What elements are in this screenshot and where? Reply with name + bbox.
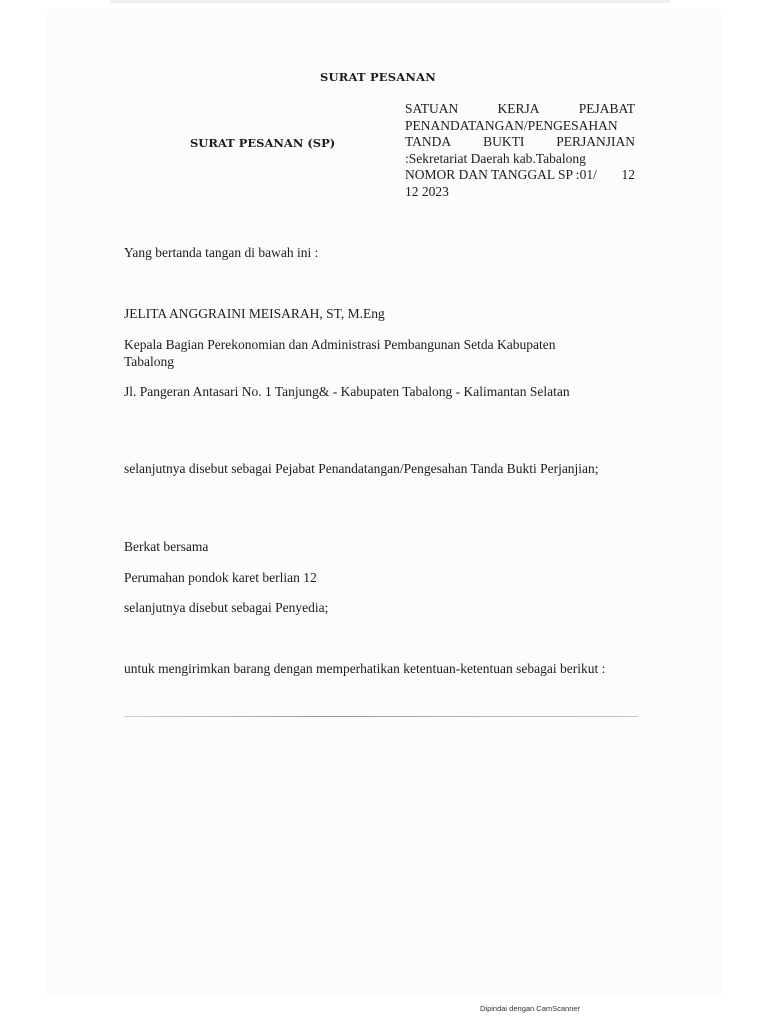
official-reference: selanjutnya disebut sebagai Pejabat Penandatangan/Pengesahan Tanda Bukti Perjanjian; <box>124 461 599 476</box>
provider-reference: selanjutnya disebut sebagai Penyedia; <box>124 600 329 615</box>
together-with: Berkat bersama <box>124 539 209 554</box>
header-word: PEJABAT <box>578 101 635 116</box>
header-line-5 <box>405 167 635 184</box>
header-line-2 <box>405 118 635 135</box>
provider-address: Perumahan pondok karet berlian 12 <box>124 570 317 585</box>
intro-text: Yang bertanda tangan di bawah ini : <box>124 245 319 260</box>
header-line-3 <box>405 134 635 151</box>
page-top-edge <box>110 0 670 3</box>
header-line-1 <box>405 101 635 118</box>
header-text: 12 2023 <box>405 183 449 199</box>
signatory-address: Jl. Pangeran Antasari No. 1 Tanjung& - Kabupaten Tabalong - Kalimantan Selatan <box>124 384 570 399</box>
signatory-position: Kepala Bagian Perekonomian dan Administrasi Pembangunan Setda Kabupaten Tabalong <box>124 337 556 369</box>
signatory-name: JELITA ANGGRAINI MEISARAH, ST, M.Eng <box>124 306 385 321</box>
header-word: SATUAN <box>405 101 459 116</box>
header-word: BUKTI <box>483 134 525 149</box>
sp-label: SURAT PESANAN (SP) <box>190 136 336 150</box>
header-text: PENANDATANGAN/PENGESAHAN <box>405 117 618 133</box>
document-title: SURAT PESANAN <box>320 70 436 84</box>
instruction-text: untuk mengirimkan barang dengan memperhatikan ketentuan-ketentuan sebagai berikut : <box>124 661 606 676</box>
header-text: NOMOR DAN TANGGAL SP :01/ <box>405 167 597 182</box>
header-text: :Sekretariat Daerah kab.Tabalong <box>405 150 586 166</box>
header-word: PERJANJIAN <box>556 134 635 149</box>
header-word: TANDA <box>405 134 452 149</box>
divider-line <box>124 716 638 717</box>
header-word: KERJA <box>497 101 540 116</box>
scanner-watermark: Dipindai dengan CamScanner <box>480 1004 581 1013</box>
header-line-4 <box>405 151 635 168</box>
header-right-block <box>405 101 635 200</box>
header-line-6 <box>405 184 635 201</box>
header-text: 12 <box>621 167 635 182</box>
